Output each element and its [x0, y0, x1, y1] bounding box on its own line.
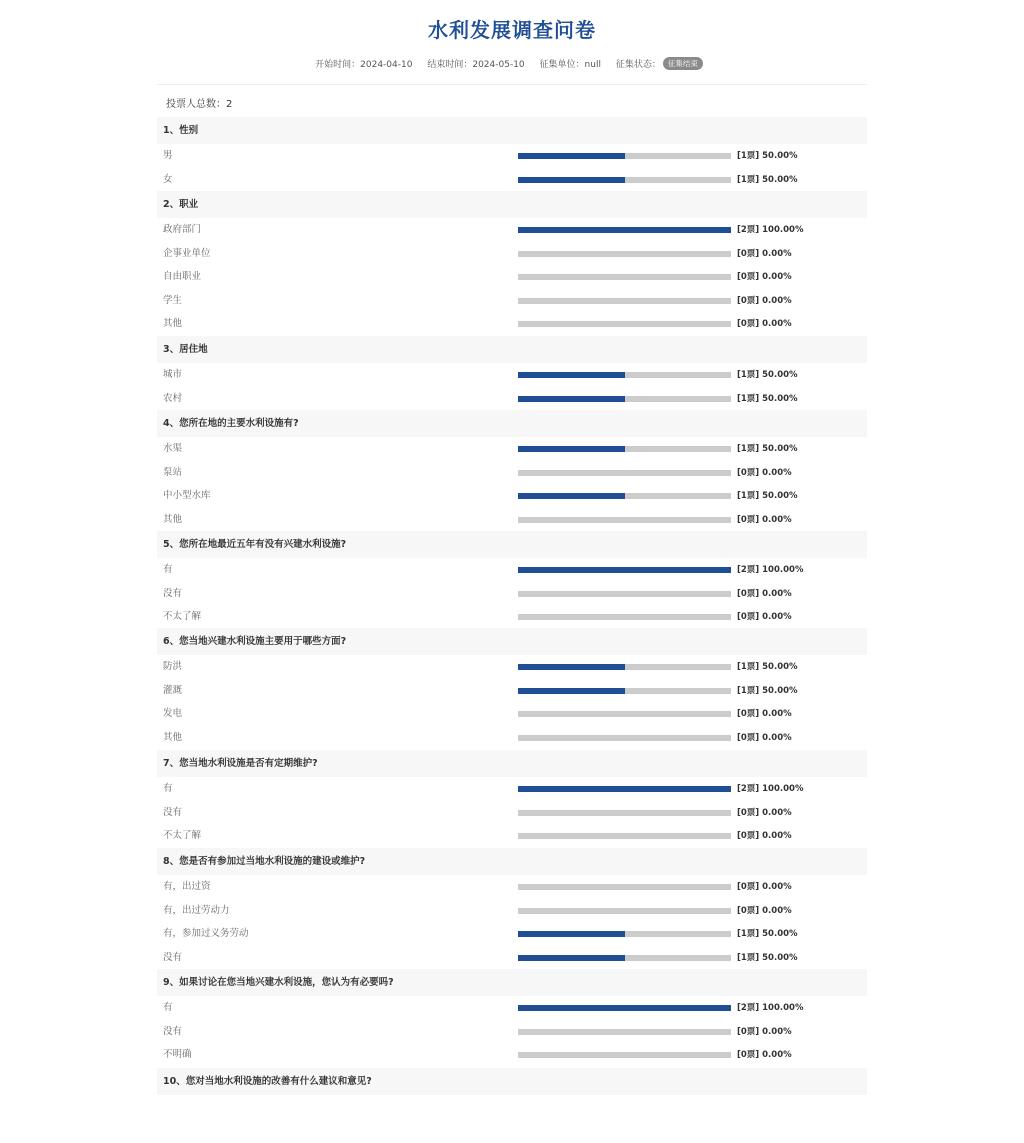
- progress-bar: [518, 955, 731, 961]
- progress-bar: [518, 298, 731, 304]
- vote-stat: [1票] 50.00%: [737, 370, 798, 380]
- start-time: 开始时间：2024-04-10: [315, 60, 413, 70]
- progress-bar: [518, 372, 731, 378]
- status-badge: 征集结束: [663, 57, 703, 70]
- collecting-status: 征集状态： 征集结束: [616, 60, 709, 70]
- option-label: 企事业单位: [163, 247, 211, 259]
- progress-bar: [518, 470, 731, 476]
- progress-bar: [518, 1029, 731, 1035]
- option-label: 有，出过劳动力: [163, 904, 230, 916]
- page-title: 水利发展调查问卷: [428, 18, 596, 42]
- progress-bar: [518, 735, 731, 741]
- vote-stat: [0票] 0.00%: [737, 882, 792, 892]
- header-divider: [157, 84, 867, 85]
- progress-bar: [518, 251, 731, 257]
- end-time: 结束时间：2024-05-10: [427, 60, 525, 70]
- progress-bar: [518, 688, 731, 694]
- progress-bar-fill: [518, 567, 731, 573]
- vote-stat: [2票] 100.00%: [737, 565, 804, 575]
- vote-stat: [1票] 50.00%: [737, 393, 798, 404]
- vote-stat: [2票] 100.00%: [737, 225, 804, 235]
- vote-stat: [0票] 0.00%: [737, 248, 792, 259]
- total-voters: 投票人总数：2: [166, 99, 233, 110]
- progress-bar-fill: [518, 688, 625, 694]
- progress-bar: [518, 493, 731, 499]
- vote-stat: [1票] 50.00%: [737, 929, 798, 939]
- question-title: 7、您当地水利设施是否有定期维护?: [157, 750, 867, 777]
- progress-bar-fill: [518, 955, 625, 961]
- question-title: 2、职业: [157, 191, 867, 218]
- progress-bar-fill: [518, 493, 625, 499]
- progress-bar-fill: [518, 931, 625, 937]
- progress-bar: [518, 931, 731, 937]
- question-title: 6、您当地兴建水利设施主要用于哪些方面?: [157, 628, 867, 655]
- progress-bar: [518, 1052, 731, 1058]
- vote-stat: [0票] 0.00%: [737, 905, 792, 916]
- question-title: 10、您对当地水利设施的改善有什么建议和意见?: [157, 1068, 867, 1095]
- progress-bar-fill: [518, 1005, 731, 1011]
- progress-bar: [518, 833, 731, 839]
- option-label: 防洪: [163, 661, 183, 672]
- vote-stat: [0票] 0.00%: [737, 319, 792, 329]
- progress-bar-fill: [518, 664, 625, 670]
- option-label: 不明确: [163, 1049, 192, 1060]
- option-label: 有: [163, 1002, 173, 1013]
- progress-bar: [518, 786, 731, 792]
- progress-bar: [518, 227, 731, 233]
- progress-bar: [518, 591, 731, 597]
- vote-stat: [1票] 50.00%: [737, 662, 798, 672]
- vote-stat: [0票] 0.00%: [737, 709, 792, 719]
- progress-bar: [518, 884, 731, 890]
- option-label: 泵站: [163, 466, 183, 478]
- vote-stat: [1票] 50.00%: [737, 685, 798, 696]
- option-label: 灌溉: [163, 684, 183, 696]
- option-label: 农村: [163, 392, 183, 404]
- progress-bar-fill: [518, 227, 731, 233]
- progress-bar-fill: [518, 396, 625, 402]
- question-title: 9、如果讨论在您当地兴建水利设施，您认为有必要吗?: [157, 969, 867, 996]
- vote-stat: [2票] 100.00%: [737, 784, 804, 794]
- vote-stat: [0票] 0.00%: [737, 612, 792, 622]
- vote-stat: [0票] 0.00%: [737, 467, 792, 478]
- progress-bar: [518, 614, 731, 620]
- vote-stat: [0票] 0.00%: [737, 1026, 792, 1037]
- option-label: 其他: [163, 318, 183, 329]
- vote-stat: [0票] 0.00%: [737, 295, 792, 306]
- option-label: 没有: [163, 1025, 183, 1037]
- vote-stat: [0票] 0.00%: [737, 1050, 792, 1060]
- progress-bar: [518, 810, 731, 816]
- progress-bar: [518, 908, 731, 914]
- option-label: 发电: [163, 708, 183, 719]
- vote-stat: [1票] 50.00%: [737, 151, 798, 161]
- progress-bar: [518, 1005, 731, 1011]
- vote-stat: [1票] 50.00%: [737, 491, 798, 501]
- option-label: 中小型水库: [163, 490, 211, 501]
- option-label: 其他: [163, 513, 183, 525]
- question-title: 1、性别: [157, 117, 867, 144]
- progress-bar-fill: [518, 153, 625, 159]
- option-label: 没有: [163, 951, 183, 963]
- progress-bar: [518, 517, 731, 523]
- option-label: 有: [163, 783, 173, 794]
- option-label: 政府部门: [163, 224, 202, 235]
- survey-meta: [0, 57, 1024, 70]
- option-label: 有，参加过义务劳动: [163, 928, 249, 939]
- progress-bar: [518, 446, 731, 452]
- progress-bar-fill: [518, 786, 731, 792]
- progress-bar: [518, 274, 731, 280]
- option-label: 没有: [163, 587, 183, 599]
- progress-bar: [518, 396, 731, 402]
- vote-stat: [1票] 50.00%: [737, 952, 798, 963]
- option-label: 城市: [163, 369, 183, 380]
- option-label: 男: [163, 150, 173, 161]
- vote-stat: [0票] 0.00%: [737, 831, 792, 841]
- progress-bar: [518, 567, 731, 573]
- option-label: 学生: [163, 294, 183, 306]
- question-title: 4、您所在地的主要水利设施有?: [157, 410, 867, 437]
- progress-bar: [518, 321, 731, 327]
- question-title: 3、居住地: [157, 336, 867, 363]
- question-title: 8、您是否有参加过当地水利设施的建设或维护?: [157, 848, 867, 875]
- progress-bar-fill: [518, 177, 625, 183]
- progress-bar: [518, 177, 731, 183]
- vote-stat: [1票] 50.00%: [737, 174, 798, 185]
- vote-stat: [0票] 0.00%: [737, 514, 792, 525]
- vote-stat: [0票] 0.00%: [737, 272, 792, 282]
- option-label: 自由职业: [163, 271, 202, 282]
- vote-stat: [2票] 100.00%: [737, 1003, 804, 1013]
- progress-bar-fill: [518, 446, 625, 452]
- option-label: 女: [163, 173, 173, 185]
- option-label: 有，出过资: [163, 881, 211, 892]
- option-label: 不太了解: [163, 611, 202, 622]
- option-label: 水渠: [163, 443, 183, 454]
- collecting-unit: 征集单位：null: [539, 60, 601, 70]
- progress-bar: [518, 711, 731, 717]
- vote-stat: [0票] 0.00%: [737, 807, 792, 818]
- option-label: 其他: [163, 731, 183, 743]
- progress-bar: [518, 153, 731, 159]
- vote-stat: [0票] 0.00%: [737, 588, 792, 599]
- progress-bar-fill: [518, 372, 625, 378]
- option-label: 有: [163, 564, 173, 575]
- option-label: 不太了解: [163, 830, 202, 841]
- progress-bar: [518, 664, 731, 670]
- vote-stat: [0票] 0.00%: [737, 732, 792, 743]
- question-title: 5、您所在地最近五年有没有兴建水利设施?: [157, 531, 867, 558]
- option-label: 没有: [163, 806, 183, 818]
- vote-stat: [1票] 50.00%: [737, 444, 798, 454]
